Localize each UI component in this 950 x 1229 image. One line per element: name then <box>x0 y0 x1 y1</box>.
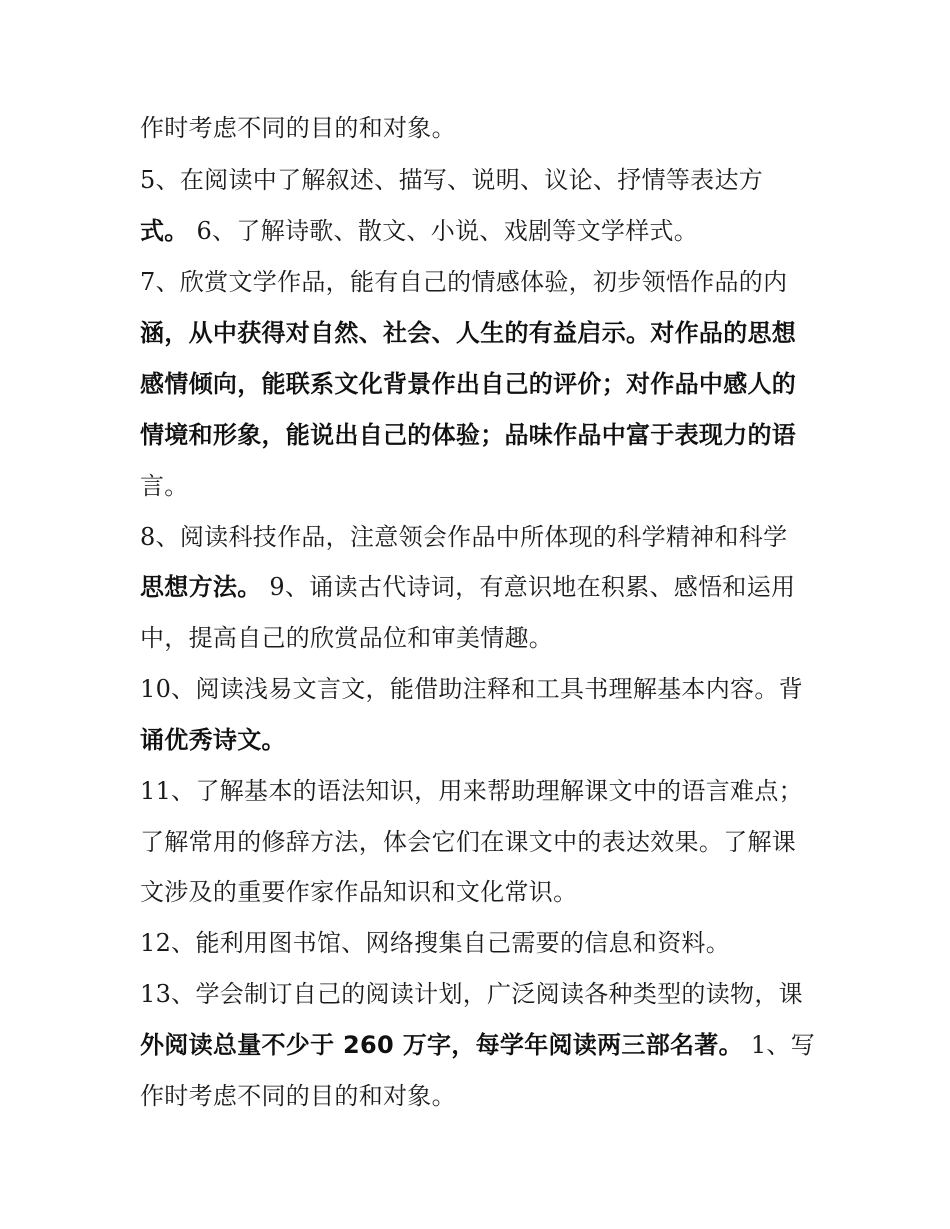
text-run-bold: 思想方法。 <box>140 573 262 601</box>
text-line <box>140 1029 815 1061</box>
text-run-bold: 感情倾向，能联系文化背景作出自己的评价；对作品中感人的 <box>140 370 797 398</box>
text-run: 5、在阅读中了解叙述、描写、说明、议论、抒情等表达方 <box>140 166 764 194</box>
text-line <box>140 470 189 502</box>
text-line <box>140 927 730 959</box>
text-line <box>140 1080 456 1112</box>
text-line <box>140 876 577 908</box>
text-line <box>140 673 803 705</box>
text-run-bold: 涵，从中获得对自然、社会、人生的有益启示。对作品的思想 <box>140 319 797 347</box>
text-run: 12、能利用图书馆、网络搜集自己需要的信息和资料。 <box>140 929 731 957</box>
text-line <box>140 419 796 451</box>
text-line <box>140 724 286 756</box>
text-run: 了解常用的修辞方法，体会它们在课文中的表达效果。了解课 <box>140 828 797 856</box>
text-line <box>140 266 787 298</box>
text-run: 中，提高自己的欣赏品位和审美情趣。 <box>140 624 554 652</box>
text-run: 作时考虑不同的目的和对象。 <box>140 114 456 142</box>
text-line <box>140 112 456 144</box>
text-run: 8、阅读科技作品，注意领会作品中所体现的科学精神和科学 <box>140 523 788 551</box>
text-line <box>140 317 796 349</box>
text-run: 6、了解诗歌、散文、小说、戏剧等文学样式。 <box>188 217 699 245</box>
text-run: 作时考虑不同的目的和对象。 <box>140 1082 456 1110</box>
text-line <box>140 978 803 1010</box>
text-line <box>140 521 787 553</box>
text-run-bold: 诵优秀诗文。 <box>140 726 286 754</box>
text-run-bold: 式。 <box>140 217 189 245</box>
text-line <box>140 215 698 247</box>
text-run: 文涉及的重要作家作品知识和文化常识。 <box>140 878 578 906</box>
text-run-bold: 情境和形象，能说出自己的体验；品味作品中富于表现力的语 <box>140 421 797 449</box>
text-line <box>140 775 803 807</box>
text-run: 10、阅读浅易文言文，能借助注释和工具书理解基本内容。背 <box>140 675 803 703</box>
text-line <box>140 164 763 196</box>
text-run: 11、了解基本的语法知识，用来帮助理解课文中的语言难点； <box>140 777 803 805</box>
text-run: 13、学会制订自己的阅读计划，广泛阅读各种类型的读物，课 <box>140 980 803 1008</box>
text-run-bold: 外阅读总量不少于 260 万字，每学年阅读两三部名著。 <box>140 1031 743 1059</box>
text-run: 9、诵读古代诗词，有意识地在积累、感悟和运用 <box>261 573 796 601</box>
text-line <box>140 571 795 603</box>
text-run: 7、欣赏文学作品，能有自己的情感体验，初步领悟作品的内 <box>140 268 788 296</box>
text-run: 1、写 <box>742 1031 816 1059</box>
text-line <box>140 368 796 400</box>
text-line <box>140 622 553 654</box>
text-line <box>140 826 796 858</box>
text-run: 言。 <box>140 472 189 500</box>
